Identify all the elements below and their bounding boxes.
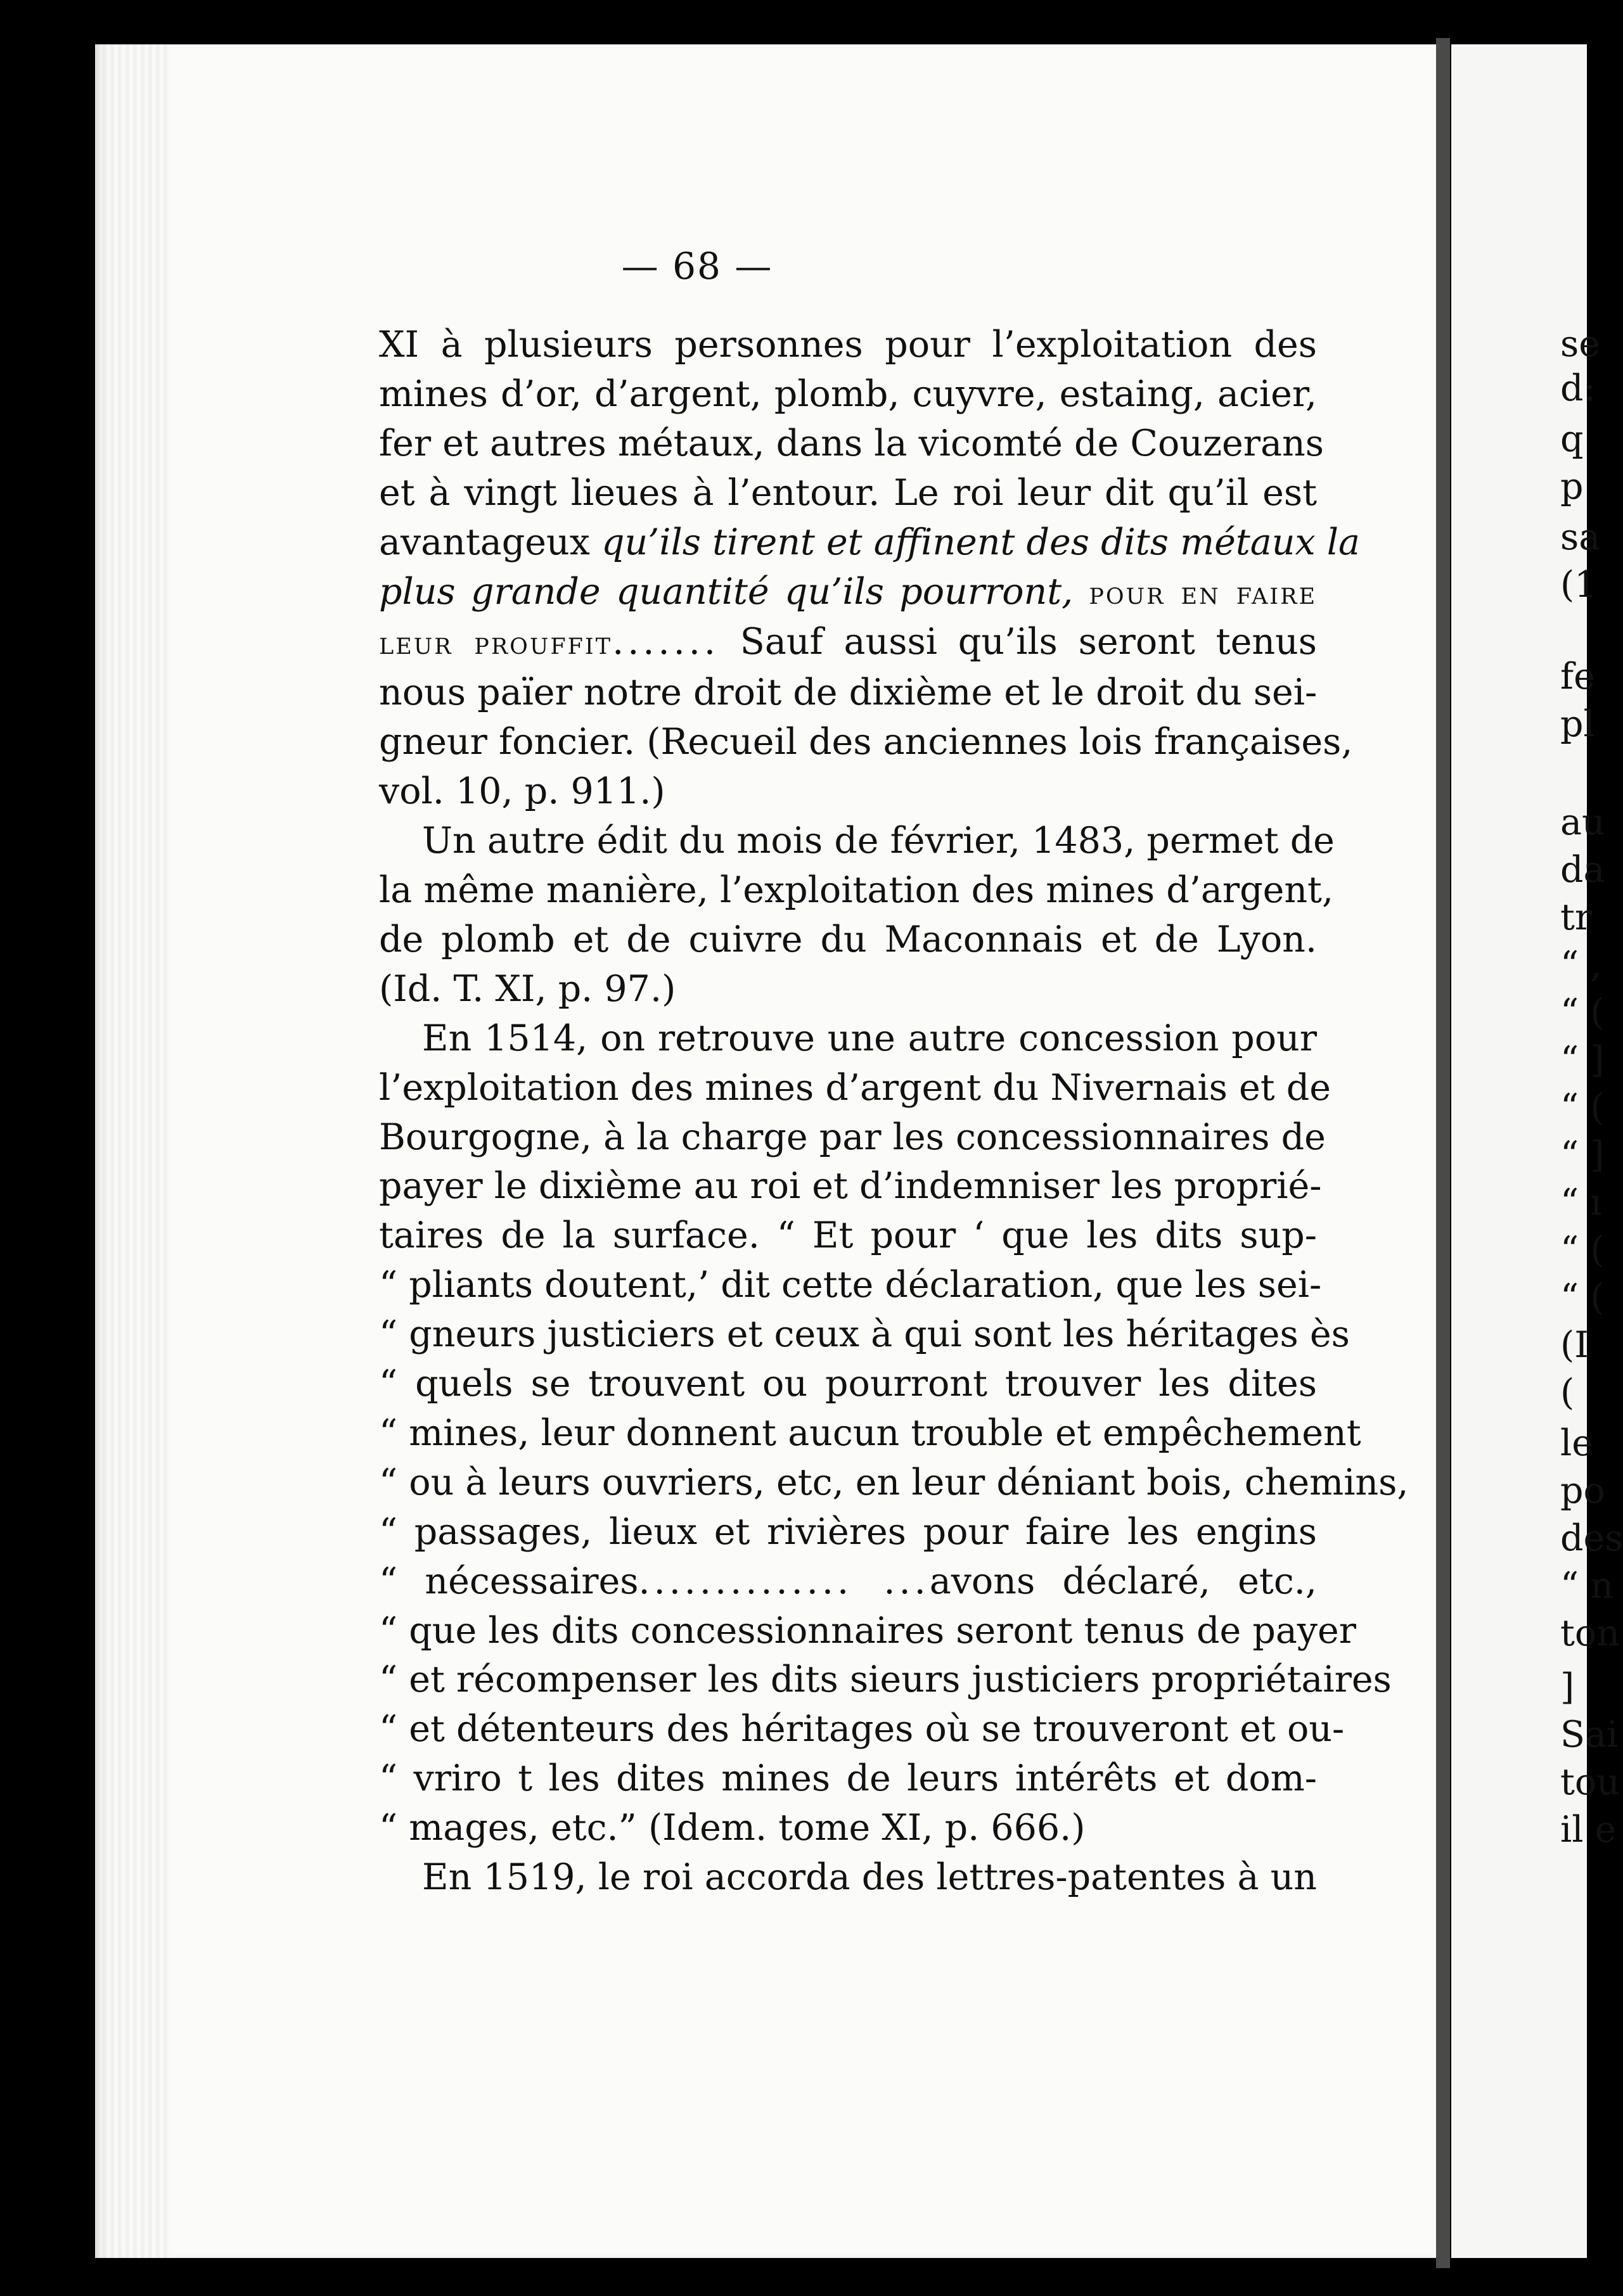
text-line: payer le dixième au roi et d’indemniser les proprié- bbox=[379, 1165, 1322, 1208]
text-line: “ mines, leur donnent aucun trouble et empêchement bbox=[379, 1412, 1361, 1454]
text-line: “ quels se trouvent ou pourront trouver les dites bbox=[379, 1363, 1317, 1405]
text-line: vol. 10, p. 911.) bbox=[379, 770, 665, 813]
text-line bbox=[379, 618, 1317, 668]
ellipsis-dots: ....... bbox=[612, 621, 719, 663]
next-page-fragment: (I bbox=[1560, 1324, 1589, 1366]
next-page-fragment: sa bbox=[1560, 516, 1601, 558]
next-page-fragment: p bbox=[1560, 466, 1584, 507]
next-page-fragment: au bbox=[1560, 801, 1605, 843]
small-caps-run: pour en faire bbox=[1073, 574, 1317, 611]
text-line bbox=[379, 1557, 1317, 1607]
next-page-fragment: da bbox=[1560, 849, 1605, 891]
text-line: “ mages, etc.” (Idem. tome XI, p. 666.) bbox=[379, 1807, 1086, 1849]
text-line: “ gneurs justiciers et ceux à qui sont les héritages ès bbox=[379, 1313, 1350, 1356]
page-number: — 68 — bbox=[621, 245, 773, 288]
next-page-fragment: “ ( bbox=[1560, 1229, 1605, 1271]
next-page-fragment: tou bbox=[1560, 1761, 1620, 1803]
next-page-fragment: “ , bbox=[1560, 944, 1602, 986]
next-page-fragment: q bbox=[1560, 418, 1584, 460]
text-run: avons déclaré, etc., bbox=[929, 1560, 1317, 1602]
text-line: Un autre édit du mois de février, 1483, permet de bbox=[422, 820, 1335, 862]
text-line: fer et autres métaux, dans la vicomté de Couzerans bbox=[379, 422, 1324, 464]
text-line: l’exploitation des mines d’argent du Nivernais et de bbox=[379, 1066, 1331, 1109]
body-text bbox=[379, 321, 1409, 1903]
text-line: de plomb et de cuivre du Maconnais et de Lyon. bbox=[379, 918, 1317, 960]
next-page-fragment: “ ( bbox=[1560, 1277, 1605, 1318]
text-line: Bourgogne, à la charge par les concessionnaires de bbox=[379, 1116, 1326, 1158]
next-page-fragment: des bbox=[1560, 1517, 1623, 1559]
next-page-fragment: “ ] bbox=[1560, 1039, 1605, 1081]
next-page-fragment: ( bbox=[1560, 1372, 1575, 1413]
italic-run: qu’ils tirent et affinent des dits métaux la bbox=[601, 521, 1360, 563]
next-page-fragment: “ ] bbox=[1560, 1134, 1605, 1176]
small-caps-run: leur prouffit bbox=[379, 625, 613, 662]
italic-run: plus grande quantité qu’ils pourront, bbox=[379, 570, 1074, 613]
next-page-fragment: d: bbox=[1560, 367, 1596, 409]
text-line: “ vriro t les dites mines de leurs intérêts et dom- bbox=[379, 1757, 1317, 1800]
text-run: “ nécessaires bbox=[379, 1560, 639, 1602]
text-line: “ pliants doutent,’ dit cette déclaration, que les sei- bbox=[379, 1264, 1322, 1306]
text-line: “ passages, lieux et rivières pour faire les engins bbox=[379, 1510, 1317, 1553]
next-page-fragment: Sai bbox=[1560, 1714, 1619, 1756]
text-line bbox=[379, 568, 1317, 618]
next-page-fragment: “ n bbox=[1560, 1565, 1613, 1607]
text-line: En 1519, le roi accorda des lettres-patentes à un bbox=[422, 1856, 1317, 1899]
text-line bbox=[379, 518, 1360, 568]
next-page-fragment: pl bbox=[1560, 703, 1595, 745]
text-line: nous païer notre droit de dixième et le droit du sei- bbox=[379, 672, 1318, 714]
text-line: En 1514, on retrouve une autre concession pour bbox=[422, 1017, 1317, 1059]
next-page-fragment: ] bbox=[1560, 1666, 1575, 1708]
text-line: (Id. T. XI, p. 97.) bbox=[379, 967, 676, 1010]
next-page-fragment: fe bbox=[1560, 656, 1595, 698]
next-page-fragment: “ ı bbox=[1560, 1182, 1602, 1223]
text-line: et à vingt lieues à l’entour. Le roi leur dit qu’il est bbox=[379, 471, 1317, 514]
page-edge-shading bbox=[95, 44, 171, 2258]
text-run: Sauf aussi qu’ils seront tenus bbox=[719, 621, 1317, 663]
text-line: mines d’or, d’argent, plomb, cuyvre, estaing, acier, bbox=[379, 373, 1317, 415]
text-line: “ que les dits concessionnaires seront tenus de payer bbox=[379, 1609, 1356, 1652]
text-line: “ et détenteurs des héritages où se trouveront et ou- bbox=[379, 1708, 1345, 1751]
next-page-fragment: il e bbox=[1560, 1809, 1617, 1851]
next-page-fragment: (1 bbox=[1560, 564, 1598, 606]
text-line: gneur foncier. (Recueil des anciennes lois françaises, bbox=[379, 721, 1353, 763]
text-line: “ ou à leurs ouvriers, etc, en leur déniant bois, chemins, bbox=[379, 1461, 1409, 1503]
next-page-fragment: “ ( bbox=[1560, 992, 1605, 1033]
next-page-fragment: le bbox=[1560, 1422, 1593, 1464]
next-page-fragment: se bbox=[1560, 323, 1600, 365]
text-line: la même manière, l’exploitation des mines d’argent, bbox=[379, 869, 1334, 911]
text-run: avantageux bbox=[379, 521, 601, 563]
ellipsis-dots: .............. ... bbox=[638, 1560, 930, 1602]
next-page-fragment: po bbox=[1560, 1470, 1605, 1512]
text-line: XI à plusieurs personnes pour l’exploitation des bbox=[379, 324, 1317, 366]
book-gutter bbox=[1436, 38, 1450, 2268]
next-page-fragment: tr bbox=[1560, 896, 1593, 938]
text-line: “ et récompenser les dits sieurs justiciers propriétaires bbox=[379, 1659, 1392, 1701]
next-page-fragment: “ ( bbox=[1560, 1087, 1605, 1128]
next-page-fragment: ton bbox=[1560, 1612, 1620, 1654]
text-line: taires de la surface. “ Et pour ‘ que les dits sup- bbox=[379, 1215, 1317, 1257]
